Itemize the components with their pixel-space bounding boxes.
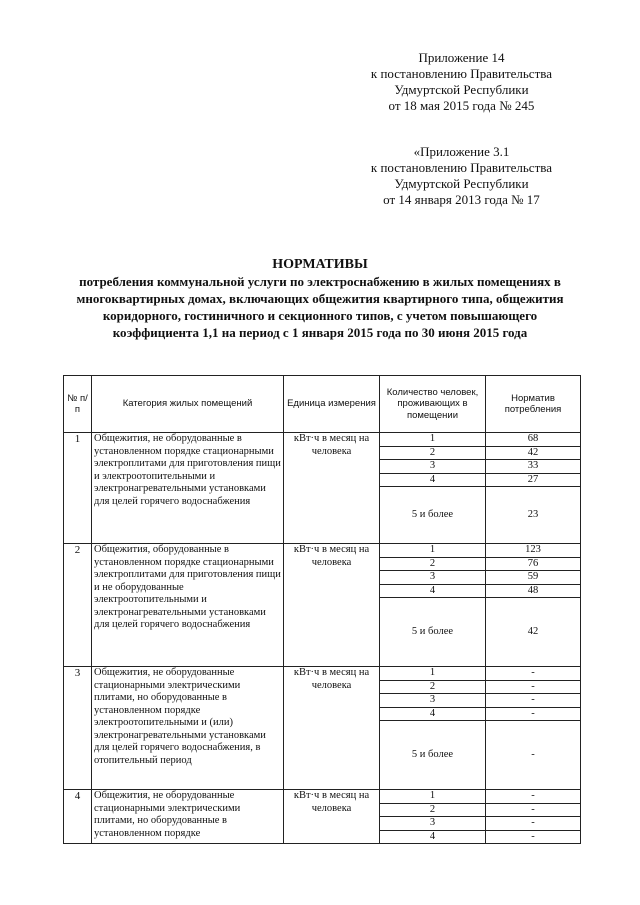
cell-count: 3 [380,694,486,708]
appendix-line: «Приложение 3.1 [413,144,510,159]
cell-count: 4 [380,584,486,598]
cell-norm: 123 [486,544,581,558]
row-number: 1 [64,433,92,544]
cell-norm: - [486,707,581,721]
appendix-line: от 14 января 2013 года № 17 [383,192,540,207]
cell-count: 3 [380,460,486,474]
cell-count: 2 [380,557,486,571]
cell-count: 4 [380,830,486,844]
cell-norm: - [486,667,581,681]
appendix-14-header [371,50,552,114]
cell-norm: 33 [486,460,581,474]
header-num: № п/п [64,376,92,433]
cell-norm: - [486,830,581,844]
cell-norm: - [486,694,581,708]
header-norm: Норматив потребления [486,376,581,433]
header-count: Количество человек, проживающих в помещении [380,376,486,433]
cell-count: 5 и более [380,598,486,667]
norms-table [63,375,581,844]
cell-count: 1 [380,544,486,558]
cell-norm: - [486,721,581,790]
appendix-line: Приложение 14 [418,50,505,65]
appendix-line: Удмуртской Республики [394,82,529,97]
cell-norm: - [486,817,581,831]
row-category: Общежития, не оборудованные в установленном порядке стационарными электроплитами для приготовления пищи и электроотопительными и электронагревательными установками для целей горячего водоснабжения [92,433,284,544]
cell-norm: - [486,803,581,817]
table-row [64,790,581,804]
appendix-line: Удмуртской Республики [394,176,529,191]
cell-norm: - [486,790,581,804]
cell-count: 3 [380,571,486,585]
row-category: Общежития, оборудованные в установленном порядке стационарными электроплитами для приготовления пищи и не оборудованные электроотопительными и электронагревательными установками для целей горячего водоснабжения [92,544,284,667]
table-row [64,544,581,558]
row-unit: кВт·ч в месяц на человека [284,544,380,667]
cell-count: 2 [380,680,486,694]
appendix-line: к постановлению Правительства [370,66,552,81]
row-unit: кВт·ч в месяц на человека [284,433,380,544]
table-row [64,433,581,447]
row-number: 2 [64,544,92,667]
header-unit: Единица измерения [284,376,380,433]
cell-count: 4 [380,707,486,721]
cell-norm: 23 [486,487,581,544]
cell-count: 5 и более [380,487,486,544]
row-unit: кВт·ч в месяц на человека [284,790,380,844]
row-category: Общежития, не оборудованные стационарными электрическими плитами, но оборудованные в установленном порядке электроотопительными и (или) электронагревательными установками для целей горячего водоснабжения, в отопительный период [92,667,284,790]
cell-norm: 42 [486,598,581,667]
cell-count: 4 [380,473,486,487]
cell-norm: 76 [486,557,581,571]
cell-norm: 42 [486,446,581,460]
cell-count: 3 [380,817,486,831]
cell-count: 1 [380,790,486,804]
cell-norm: 68 [486,433,581,447]
cell-count: 1 [380,433,486,447]
cell-count: 2 [380,803,486,817]
row-category: Общежития, не оборудованные стационарными электрическими плитами, но оборудованные в установленном порядке [92,790,284,844]
cell-norm: 59 [486,571,581,585]
row-unit: кВт·ч в месяц на человека [284,667,380,790]
appendix-line: к постановлению Правительства [370,160,552,175]
header-category: Категория жилых помещений [92,376,284,433]
table-header-row [64,376,581,433]
cell-norm: 48 [486,584,581,598]
appendix-line: от 18 мая 2015 года № 245 [388,98,535,113]
document-title: НОРМАТИВЫ [272,257,368,272]
cell-norm: 27 [486,473,581,487]
appendix-3-1-header [371,144,552,208]
row-number: 4 [64,790,92,844]
row-number: 3 [64,667,92,790]
cell-count: 1 [380,667,486,681]
document-subtitle: потребления коммунальной услуги по электроснабжению в жилых помещениях в многоквартирных домах, включающих общежития квартирного типа, общежития коридорного, гостиничного и секционного типов, с учетом повышающего коэффициента 1,1 на период с 1 января 2015 года по 30 июня 2015 года [76,274,564,340]
cell-norm: - [486,680,581,694]
cell-count: 5 и более [380,721,486,790]
table-row [64,667,581,681]
cell-count: 2 [380,446,486,460]
